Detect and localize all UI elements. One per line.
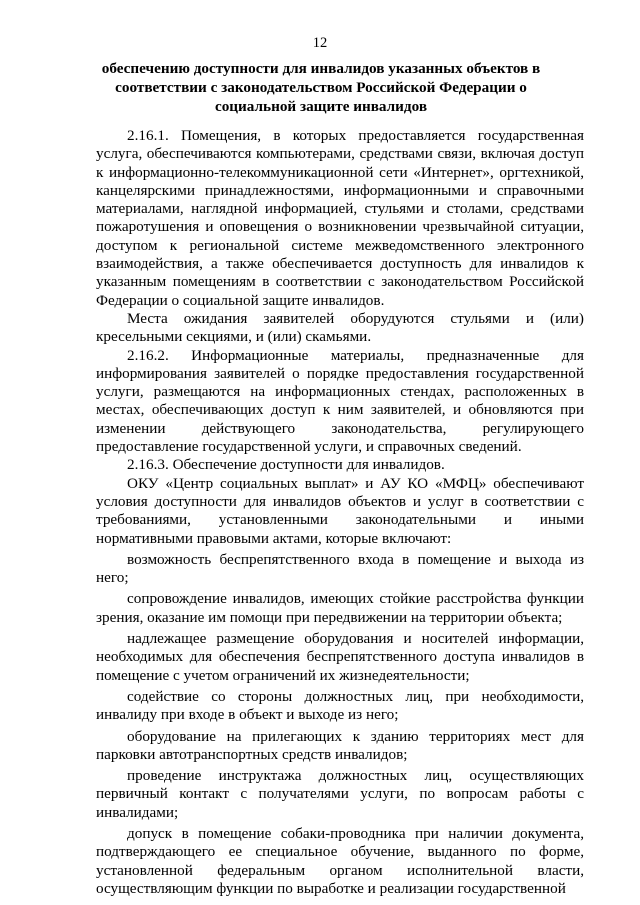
paragraph-2-16-3: 2.16.3. Обеспечение доступности для инвалидов.: [127, 456, 445, 474]
list-item-guide-dog: допуск в помещение собаки-проводника при наличии документа, подтверждающего ее специальное обучение, выданного по форме, установленной федеральным органом исполнительной власти, осуществляющим функции по выработке и реализации государственной: [96, 824, 584, 897]
list-item-staff-assistance: содействие со стороны должностных лиц, при необходимости, инвалиду при входе в объект и выходе из него;: [96, 687, 584, 724]
list-item-parking: оборудование на прилегающих к зданию территориях мест для парковки автотранспортных средств инвалидов;: [96, 727, 584, 763]
section-heading: обеспечению доступности для инвалидов указанных объектов в соответствии с законодательством Российской Федерации о социальной защите инвалидов: [101, 60, 541, 115]
list-item-equipment-placement: надлежащее размещение оборудования и носителей информации, необходимых для обеспечения беспрепятственного доступа инвалидов в помещение с учетом ограничений их жизнедеятельности;: [96, 630, 584, 684]
list-item-escort: сопровождение инвалидов, имеющих стойкие расстройства функции зрения, оказание им помощи при передвижении на территории объекта;: [96, 590, 584, 626]
paragraph-2-16-1: 2.16.1. Помещения, в которых предоставляется государственная услуга, обеспечиваются компьютерами, средствами связи, включая доступ к информационно-телекоммуникационной сети «Интернет», оргтехникой, канцелярскими принадлежностями, информационными и справочными материалами, наглядной информацией, стульями и столами, средствами пожаротушения и оповещения о возникновении чрезвычайной ситуации, доступом к региональной системе межведомственного электронного взаимодействия, а также обеспечивается доступность для инвалидов к указанным помещениям в соответствии с законодательством Российской Федерации о социальной защите инвалидов.: [96, 127, 584, 309]
list-item-staff-briefing: проведение инструктажа должностных лиц, осуществляющих первичный контакт с получателями услуги, по вопросам работы с инвалидами;: [96, 767, 584, 821]
paragraph-waiting-areas: Места ожидания заявителей оборудуются стульями и (или) кресельными секциями, и (или) скамьями.: [96, 309, 584, 346]
paragraph-accessibility-conditions: ОКУ «Центр социальных выплат» и АУ КО «МФЦ» обеспечивают условия доступности для инвалидов объектов и услуг в соответствии с требованиями, установленными законодательными и иными нормативными правовыми актами, которые включают:: [96, 474, 584, 547]
page-number: 12: [312, 35, 328, 51]
list-item-entry-exit: возможность беспрепятственного входа в помещение и выхода из него;: [96, 550, 584, 587]
paragraph-2-16-2: 2.16.2. Информационные материалы, предназначенные для информирования заявителей о порядке предоставления государственной услуги, размещаются на информационных стендах, расположенных в местах, обеспечивающих доступ к ним заявителей, и обновляются при изменении действующего законодательства, регулирующего предоставление государственной услуги, и справочных сведений.: [96, 346, 584, 456]
document-body: [96, 127, 584, 898]
